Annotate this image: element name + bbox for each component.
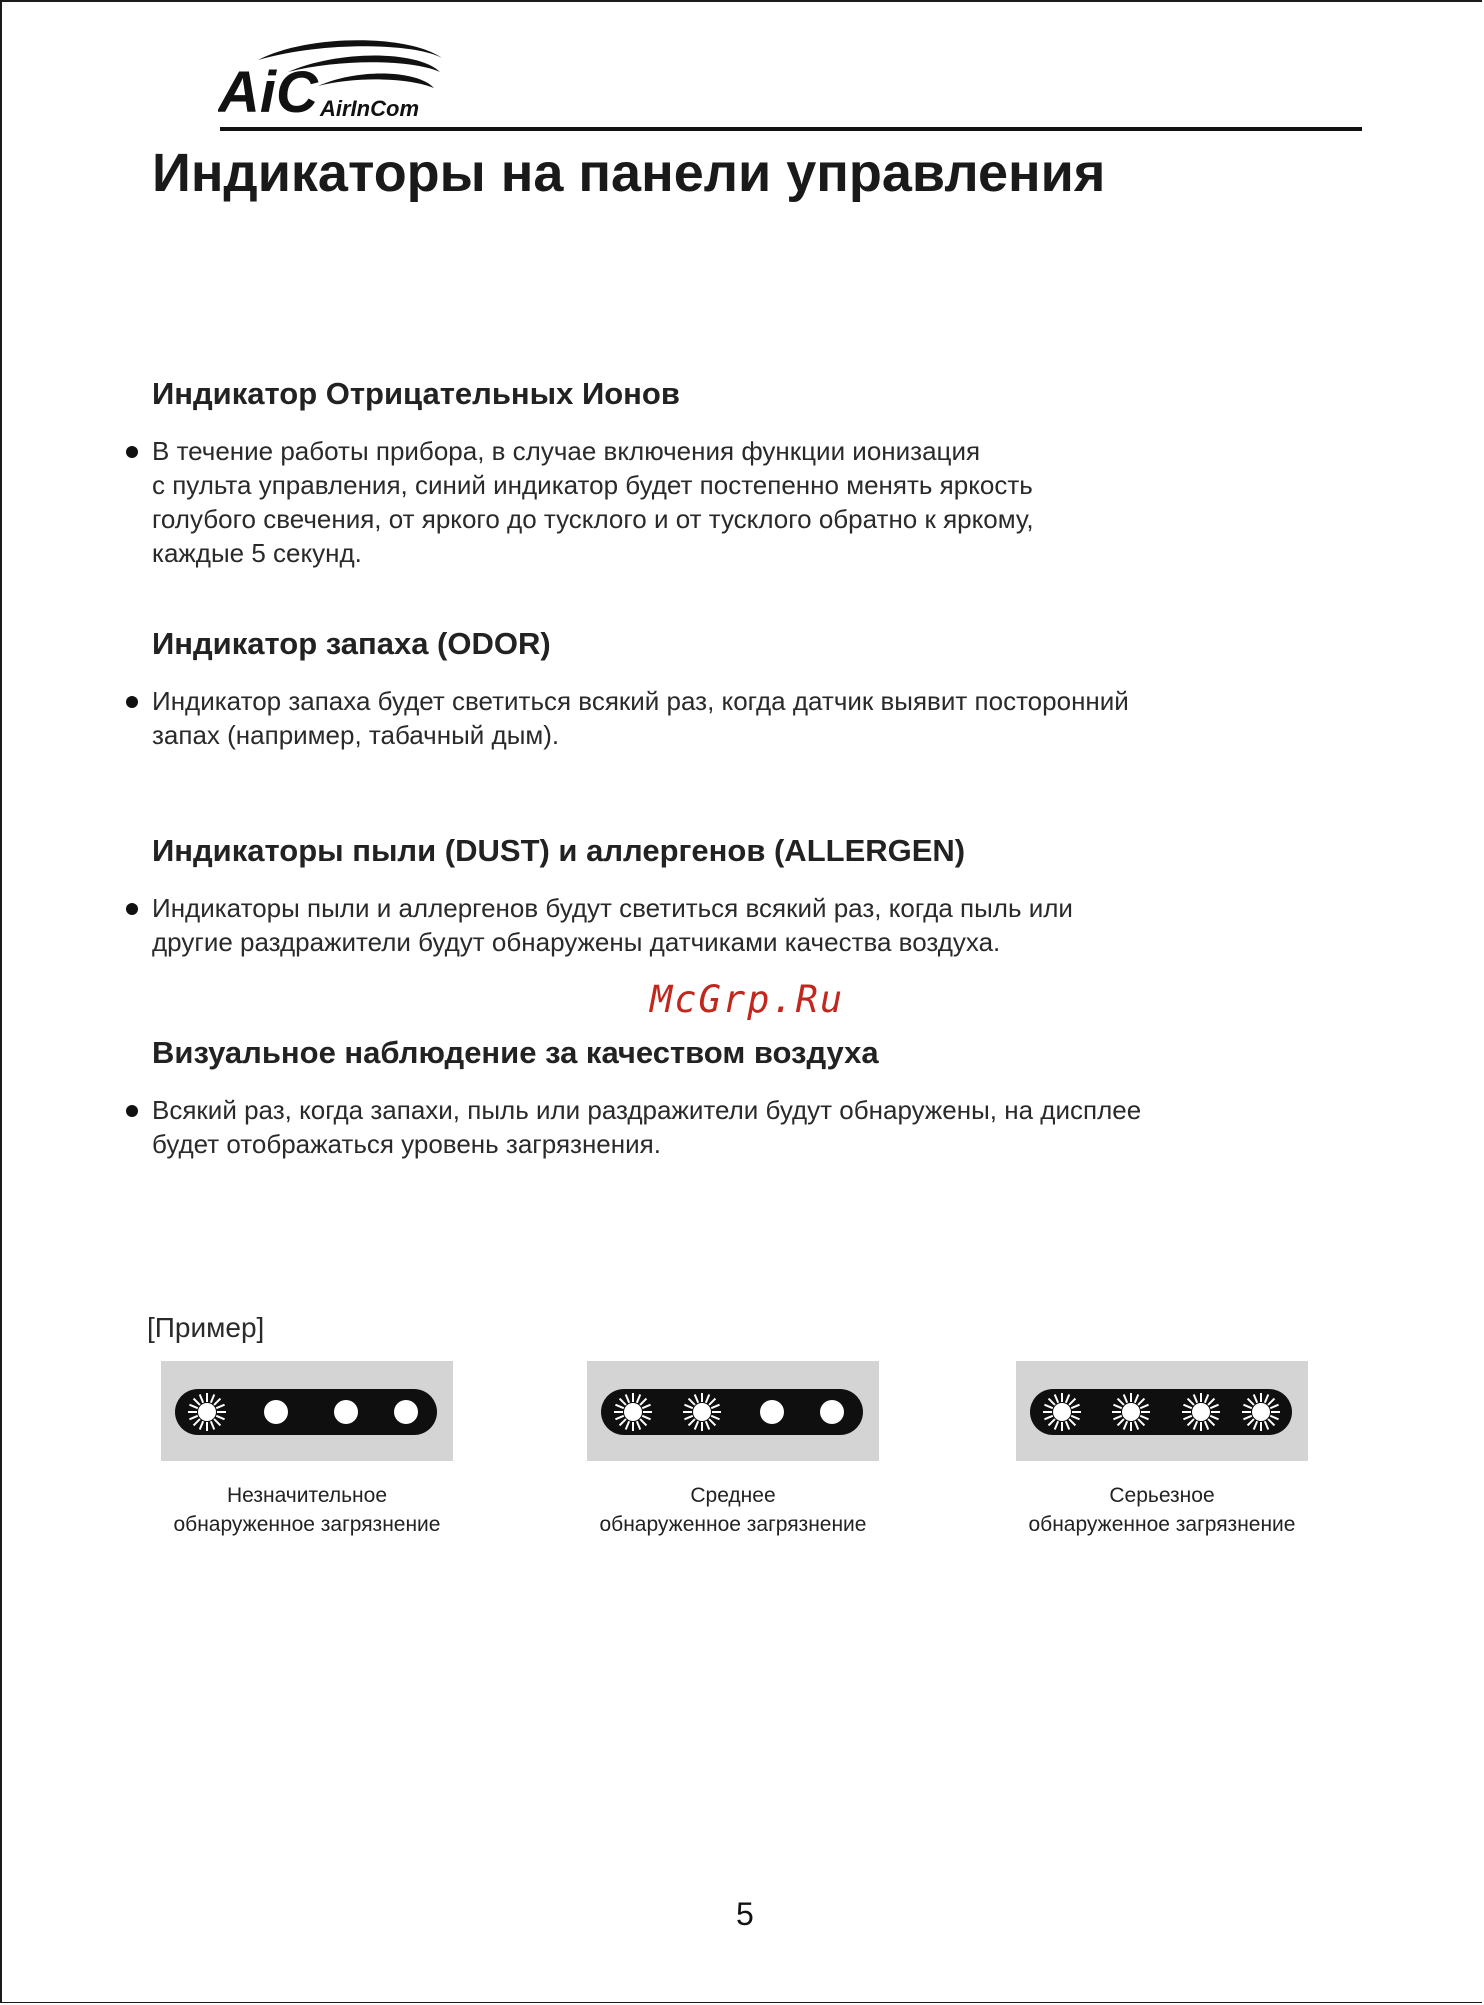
example-level-medium bbox=[587, 1361, 879, 1539]
example-caption bbox=[161, 1481, 453, 1539]
bullet-text: В течение работы прибора, в случае включения функции ионизация bbox=[152, 436, 981, 466]
bullet-text: голубого свечения, от яркого до тусклого и от тусклого обратно к яркому, bbox=[152, 504, 1034, 534]
indicator-led-lit bbox=[184, 1389, 230, 1435]
indicator-led-lit bbox=[610, 1389, 656, 1435]
indicator-led-lit bbox=[679, 1389, 725, 1435]
watermark: McGrp.Ru bbox=[650, 978, 845, 1021]
indicator-bar bbox=[175, 1389, 437, 1435]
caption-line: обнаруженное загрязнение bbox=[599, 1513, 867, 1536]
indicator-led-off bbox=[253, 1389, 299, 1435]
section-heading: Визуальное наблюдение за качеством воздуха bbox=[152, 1035, 879, 1070]
bullet-text: Всякий раз, когда запахи, пыль или раздражители будут обнаружены, на дисплее bbox=[152, 1095, 1142, 1125]
indicator-led-off bbox=[749, 1389, 795, 1435]
bullet-dot bbox=[126, 446, 138, 458]
section-heading: Индикатор Отрицательных Ионов bbox=[152, 376, 680, 411]
bullet-text: будет отображаться уровень загрязнения. bbox=[152, 1129, 661, 1159]
indicator-panel bbox=[587, 1361, 879, 1461]
section-odor bbox=[152, 626, 1352, 752]
section-negative-ions bbox=[152, 376, 1352, 570]
indicator-panel bbox=[1016, 1361, 1308, 1461]
caption-line: Среднее bbox=[690, 1484, 776, 1507]
indicator-led-lit bbox=[1108, 1389, 1154, 1435]
section-dust-allergen bbox=[152, 833, 1352, 959]
svg-text:AiC: AiC bbox=[218, 60, 318, 122]
section-heading: Индикаторы пыли (DUST) и аллергенов (ALLERGEN) bbox=[152, 833, 966, 868]
example-caption bbox=[587, 1481, 879, 1539]
indicator-led-lit bbox=[1039, 1389, 1085, 1435]
example-label: [Пример] bbox=[147, 1312, 265, 1343]
caption-line: Незначительное bbox=[226, 1484, 387, 1507]
caption-line: обнаруженное загрязнение bbox=[173, 1513, 441, 1536]
page-title: Индикаторы на панели управления bbox=[152, 143, 1106, 203]
indicator-bar bbox=[601, 1389, 863, 1435]
bullet-dot bbox=[126, 903, 138, 915]
bullet-item bbox=[152, 1093, 1352, 1161]
page-number: 5 bbox=[736, 1896, 754, 1932]
bullet-text: Индикаторы пыли и аллергенов будут светиться всякий раз, когда пыль или bbox=[152, 893, 1073, 923]
indicator-led-lit bbox=[1178, 1389, 1224, 1435]
bullet-item bbox=[152, 434, 1352, 570]
indicator-led-lit bbox=[1238, 1389, 1284, 1435]
header-rule bbox=[220, 127, 1362, 131]
section-heading: Индикатор запаха (ODOR) bbox=[152, 626, 551, 661]
indicator-led-off bbox=[383, 1389, 429, 1435]
example-level-high bbox=[1016, 1361, 1308, 1539]
section-air-quality bbox=[152, 1035, 1352, 1161]
bullet-text: Индикатор запаха будет светиться всякий раз, когда датчик выявит посторонний bbox=[152, 686, 1129, 716]
bullet-text: запах (например, табачный дым). bbox=[152, 720, 560, 750]
caption-line: Серьезное bbox=[1109, 1484, 1215, 1507]
indicator-bar bbox=[1030, 1389, 1292, 1435]
bullet-item bbox=[152, 684, 1352, 752]
bullet-text: с пульта управления, синий индикатор будет постепенно менять яркость bbox=[152, 470, 1033, 500]
example-caption bbox=[1016, 1481, 1308, 1539]
bullet-item bbox=[152, 891, 1352, 959]
logo-wordmark: AirInCom bbox=[320, 96, 419, 121]
bullet-text: каждые 5 секунд. bbox=[152, 538, 362, 568]
caption-line: обнаруженное загрязнение bbox=[1028, 1513, 1296, 1536]
bullet-dot bbox=[126, 1105, 138, 1117]
indicator-panel bbox=[161, 1361, 453, 1461]
bullet-dot bbox=[126, 696, 138, 708]
example-level-low bbox=[161, 1361, 453, 1539]
bullet-text: другие раздражители будут обнаружены датчиками качества воздуха. bbox=[152, 927, 1001, 957]
indicator-led-off bbox=[809, 1389, 855, 1435]
indicator-led-off bbox=[323, 1389, 369, 1435]
